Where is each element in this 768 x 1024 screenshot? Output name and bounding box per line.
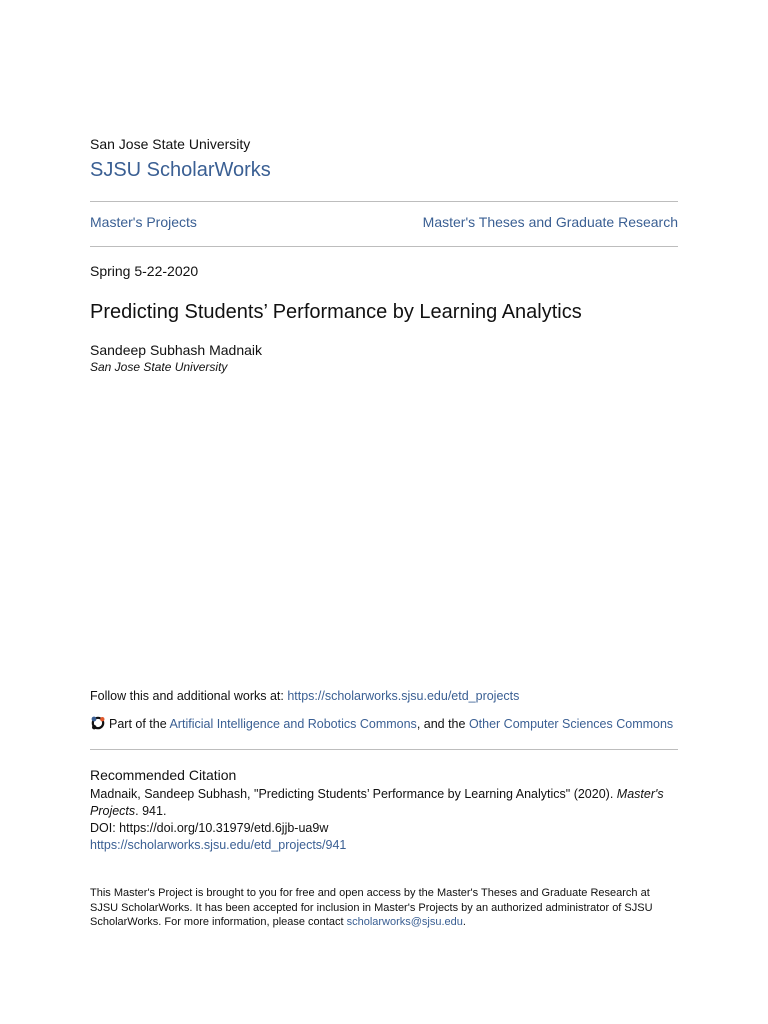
institution-name: San Jose State University [90,136,251,152]
ai-robotics-commons-link[interactable]: Artificial Intelligence and Robotics Commons [169,717,417,731]
series-divider [90,246,678,247]
cover-page [90,0,678,1024]
part-of-line [90,715,678,732]
author-affiliation: San Jose State University [90,360,228,374]
part-of-prefix: Part of the [109,717,170,731]
citation-heading: Recommended Citation [90,767,237,783]
commons-network-icon [90,715,106,731]
publication-date: Spring 5-22-2020 [90,263,199,279]
citation-divider [90,749,678,750]
top-divider [90,201,678,202]
contact-email-link[interactable]: scholarworks@sjsu.edu [346,916,463,928]
citation-text: Madnaik, Sandeep Subhash, "Predicting Students’ Performance by Learning Analytics" (2020). [90,787,617,801]
access-statement-text: This Master's Project is brought to you for free and open access by the Master's Theses and Graduate Research at SJSU ScholarWorks. It has been accepted for inclusion in Master's Projects by an authorized administrator of SJSU ScholarWorks. For more information, please contact [90,887,653,928]
masters-theses-link[interactable]: Master's Theses and Graduate Research [422,214,678,230]
citation-url-link[interactable]: https://scholarworks.sjsu.edu/etd_projects/941 [90,838,347,852]
repository-link[interactable]: SJSU ScholarWorks [90,159,271,181]
citation-series-italic-2: Projects [90,804,136,818]
follow-url-link[interactable]: https://scholarworks.sjsu.edu/etd_projects [287,689,520,703]
follow-line [90,689,519,704]
access-statement-end: . [462,916,466,928]
citation-doi: DOI: https://doi.org/10.31979/etd.6jjb-ua9w [90,821,329,835]
document-title: Predicting Students’ Performance by Learning Analytics [90,301,582,323]
author-name: Sandeep Subhash Madnaik [90,342,263,358]
citation-series-italic-1: Master's [616,787,664,801]
citation-number: . 941. [135,804,167,818]
follow-prefix: Follow this and additional works at: [90,689,288,703]
other-cs-commons-link[interactable]: Other Computer Sciences Commons [468,717,674,731]
citation-block [90,786,678,854]
access-statement [90,886,680,930]
part-of-middle: , and the [416,717,469,731]
masters-projects-link[interactable]: Master's Projects [90,214,197,230]
